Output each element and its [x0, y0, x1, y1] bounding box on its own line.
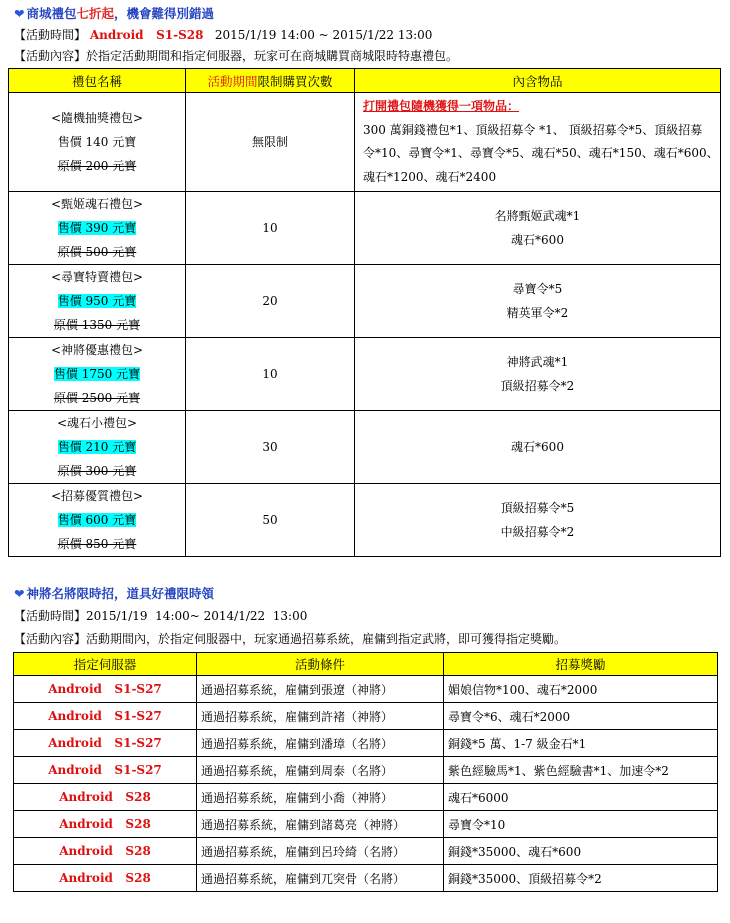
header-server: 指定伺服器 — [14, 653, 197, 676]
table-row — [9, 338, 721, 411]
table-row: Android S28 通過招募系統，雇傭到呂玲綺（名將） 銅錢*35000、魂石*600 — [14, 838, 718, 865]
pack-name-cell: <魂石小禮包> 售價 210 元寶 原價 300 元寶 — [9, 411, 186, 484]
table-row: Android S1-S27 通過招募系統，雇傭到潘璋（名將） 銅錢*5 萬、1-7 級金石*1 — [14, 730, 718, 757]
heart-icon: ❤ — [14, 586, 25, 601]
table-row — [9, 93, 721, 192]
pack-name-cell: <招募優質禮包> 售價 600 元寶 原價 850 元寶 — [9, 484, 186, 557]
table-row: Android S1-S27 通過招募系統，雇傭到張遼（神將） 媚娘信物*100、魂石*2000 — [14, 676, 718, 703]
pack-name-cell: <甄姬魂石禮包> 售價 390 元寶 原價 500 元寶 — [9, 192, 186, 265]
table-row — [9, 192, 721, 265]
table-row: Android S28 通過招募系統，雇傭到諸葛亮（神將） 尋寶令*10 — [14, 811, 718, 838]
table-row — [9, 265, 721, 338]
section1-content: 【活動內容】於指定活動期間和指定伺服器，玩家可在商城購買商城限時特惠禮包。 — [14, 49, 459, 63]
limit-cell: 30 — [186, 411, 355, 484]
contents-cell: 尋寶令*5 精英軍令*2 — [355, 265, 721, 338]
section2-content: 【活動內容】活動期間內，於指定伺服器中，玩家通過招募系統，雇傭到指定武將，即可獲得指定獎勵。 — [14, 632, 567, 646]
header-contents: 內含物品 — [355, 69, 721, 93]
header-limit: 活動期間限制購買次數 — [186, 69, 355, 93]
section2-time: 【活動時間】2015/1/19 14:00~ 2014/1/22 13:00 — [14, 609, 308, 623]
contents-cell: 神將武魂*1 頂級招募令*2 — [355, 338, 721, 411]
table-row: Android S1-S27 通過招募系統，雇傭到周泰（名將） 紫色經驗馬*1、紫色經驗書*1、加速令*2 — [14, 757, 718, 784]
table-header — [9, 69, 721, 93]
table-header — [14, 653, 718, 676]
contents-cell: 打開禮包隨機獲得一項物品： 300 萬銅錢禮包*1、頂級招募令 *1、 頂級招募令*5、頂級招募 令*10、尋寶令*1、尋寶令*5、魂石*50、魂石*150、魂石*600、 魂石*1200、魂石*2400 — [355, 93, 721, 192]
contents-cell: 頂級招募令*5 中級招募令*2 — [355, 484, 721, 557]
limit-cell: 10 — [186, 192, 355, 265]
contents-cell: 魂石*600 — [355, 411, 721, 484]
table-row: Android S28 通過招募系統，雇傭到兀突骨（名將） 銅錢*35000、頂級招募令*2 — [14, 865, 718, 892]
limit-cell: 10 — [186, 338, 355, 411]
section1-title: ❤ 商城禮包七折起，機會難得別錯過 — [14, 6, 215, 21]
limit-cell: 無限制 — [186, 93, 355, 192]
pack-name-cell: <尋寶特賣禮包> 售價 950 元寶 原價 1350 元寶 — [9, 265, 186, 338]
section2-title: ❤ 神將名將限時招，道具好禮限時領 — [14, 586, 214, 601]
heart-icon: ❤ — [14, 6, 25, 21]
limit-cell: 20 — [186, 265, 355, 338]
header-name: 禮包名稱 — [9, 69, 186, 93]
table-row — [9, 484, 721, 557]
contents-cell: 名將甄姬武魂*1 魂石*600 — [355, 192, 721, 265]
section1-time: 【活動時間】 Android S1-S28 2015/1/19 14:00 ~ 2015/1/22 13:00 — [14, 28, 433, 42]
pack-name-cell: <隨機抽獎禮包> 售價 140 元寶 原價 200 元寶 — [9, 93, 186, 192]
gift-pack-table — [8, 68, 721, 557]
limit-cell: 50 — [186, 484, 355, 557]
table-row: Android S28 通過招募系統，雇傭到小喬（神將） 魂石*6000 — [14, 784, 718, 811]
header-reward: 招募獎勵 — [444, 653, 718, 676]
table-row — [9, 411, 721, 484]
recruit-reward-table — [13, 652, 718, 892]
server-label: Android S1-S28 — [89, 28, 204, 42]
table-row: Android S1-S27 通過招募系統，雇傭到許褚（神將） 尋寶令*6、魂石*2000 — [14, 703, 718, 730]
header-condition: 活動條件 — [197, 653, 444, 676]
pack-name-cell: <神將優惠禮包> 售價 1750 元寶 原價 2500 元寶 — [9, 338, 186, 411]
